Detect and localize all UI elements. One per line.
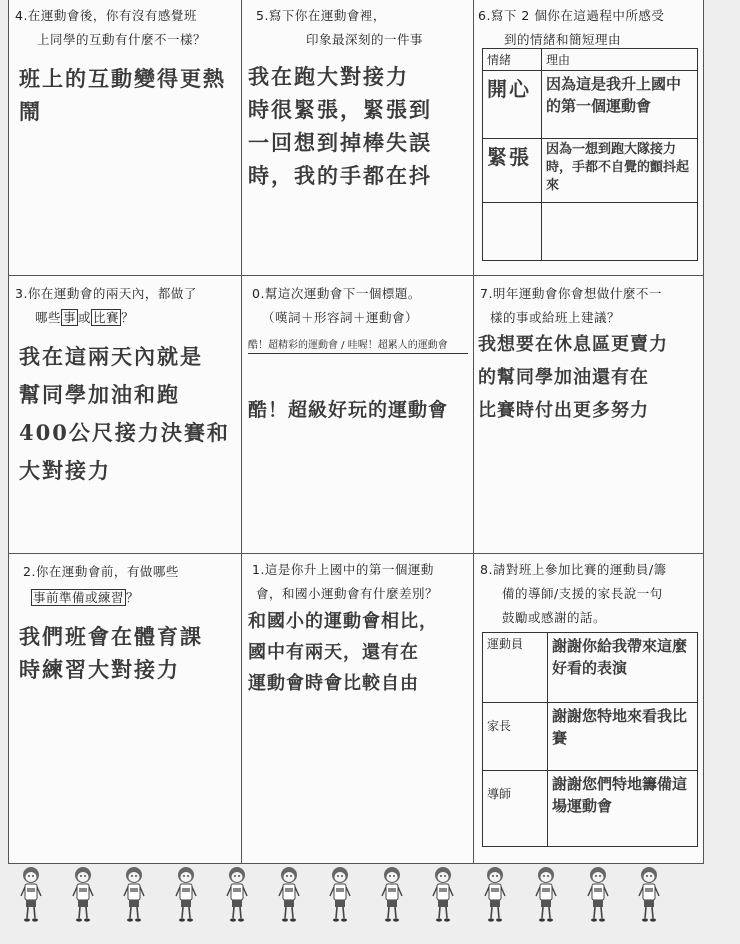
mascot-icon bbox=[638, 866, 660, 924]
mascot-icon bbox=[535, 866, 557, 924]
q2-prompt: 2.你在運動會前，有做哪些 事前準備或練習 ？ bbox=[23, 564, 179, 605]
cell-q1 bbox=[242, 554, 474, 864]
mascot-icon bbox=[432, 866, 454, 924]
q7-answer: 我想要在休息區更賣力 的幫同學加油還有在 比賽時付出更多努力 bbox=[478, 334, 668, 421]
cell-q5 bbox=[242, 0, 474, 276]
q4-answer: 班上的互動變得更熱鬧 bbox=[19, 66, 226, 124]
table-row: 家長 謝謝您特地來看我比賽 bbox=[483, 703, 698, 771]
table-row: 導師 謝謝您們特地籌備這場運動會 bbox=[483, 771, 698, 847]
cell-q0 bbox=[242, 276, 474, 554]
mascot-icon bbox=[278, 866, 300, 924]
q7-prompt: 7.明年運動會你會想做什麼不一 樣的事或給班上建議？ bbox=[480, 286, 662, 325]
q6-prompt: 6.寫下 2 個你在這過程中所感受 到的情緒和簡短理由 bbox=[478, 8, 665, 47]
q0-answer: 酷！超級好玩的運動會 bbox=[248, 399, 449, 421]
q2-answer: 我們班會在體育課 時練習大對接力 bbox=[19, 624, 203, 682]
mascot-icon bbox=[587, 866, 609, 924]
cell-q3 bbox=[9, 276, 242, 554]
q6-col-reason: 理由 bbox=[542, 49, 698, 71]
table-row: 開心 因為這是我升上國中的第一個運動會 bbox=[483, 71, 698, 139]
mascot-icon bbox=[484, 866, 506, 924]
cell-q7 bbox=[474, 276, 703, 554]
q8-prompt: 8.請對班上參加比賽的運動員/籌 備的導師/支援的家長說一句 鼓勵或感謝的話。 bbox=[480, 562, 667, 625]
q8-message-table bbox=[482, 632, 698, 847]
q3-answer: 我在這兩天內就是 幫同學加油和跑 400公尺接力決賽和 大對接力 bbox=[19, 344, 230, 483]
mascot-icon bbox=[123, 866, 145, 924]
mascot-icon bbox=[226, 866, 248, 924]
q5-answer: 我在跑大對接力 時很緊張，緊張到 一回想到掉棒失誤 時，我的手都在抖 bbox=[248, 64, 432, 188]
cell-q2 bbox=[9, 554, 242, 864]
mascot-icon bbox=[72, 866, 94, 924]
mascot-border bbox=[20, 866, 720, 930]
cell-q6 bbox=[474, 0, 703, 276]
q1-answer: 和國小的運動會相比， 國中有兩天，還有在 運動會時會比較自由 bbox=[248, 611, 438, 694]
worksheet bbox=[8, 0, 704, 864]
table-row: 運動員 謝謝你給我帶來這麼好看的表演 bbox=[483, 633, 698, 703]
q3-prompt: 3.你在運動會的兩天內，都做了 哪些 事 或 比賽 ？ bbox=[15, 286, 197, 325]
cell-q4 bbox=[9, 0, 242, 276]
mascot-icon bbox=[381, 866, 403, 924]
q5-prompt: 5.寫下你在運動會裡， 印象最深刻的一件事 bbox=[256, 8, 424, 47]
q1-prompt: 1.這是你升上國中的第一個運動 會，和國小運動會有什麼差別？ bbox=[252, 562, 439, 601]
mascot-icon bbox=[20, 866, 42, 924]
q4-prompt: 4.在運動會後，你有沒有感覺班 上同學的互動有什麼不一樣？ bbox=[15, 8, 207, 47]
cell-q8 bbox=[474, 554, 703, 864]
mascot-icon bbox=[175, 866, 197, 924]
q0-prompt: 0.幫這次運動會下一個標題。 （嘆詞＋形容詞＋運動會） bbox=[252, 286, 421, 325]
q0-example: 酷！超精彩的運動會 / 哇喔！超累人的運動會 bbox=[248, 336, 468, 354]
q6-emotion-table bbox=[482, 48, 698, 261]
table-row bbox=[483, 203, 698, 261]
mascot-icon bbox=[329, 866, 351, 924]
q6-col-emotion: 情緒 bbox=[483, 49, 542, 71]
table-row: 緊張 因為一想到跑大隊接力時，手都不自覺的顫抖起來 bbox=[483, 139, 698, 203]
